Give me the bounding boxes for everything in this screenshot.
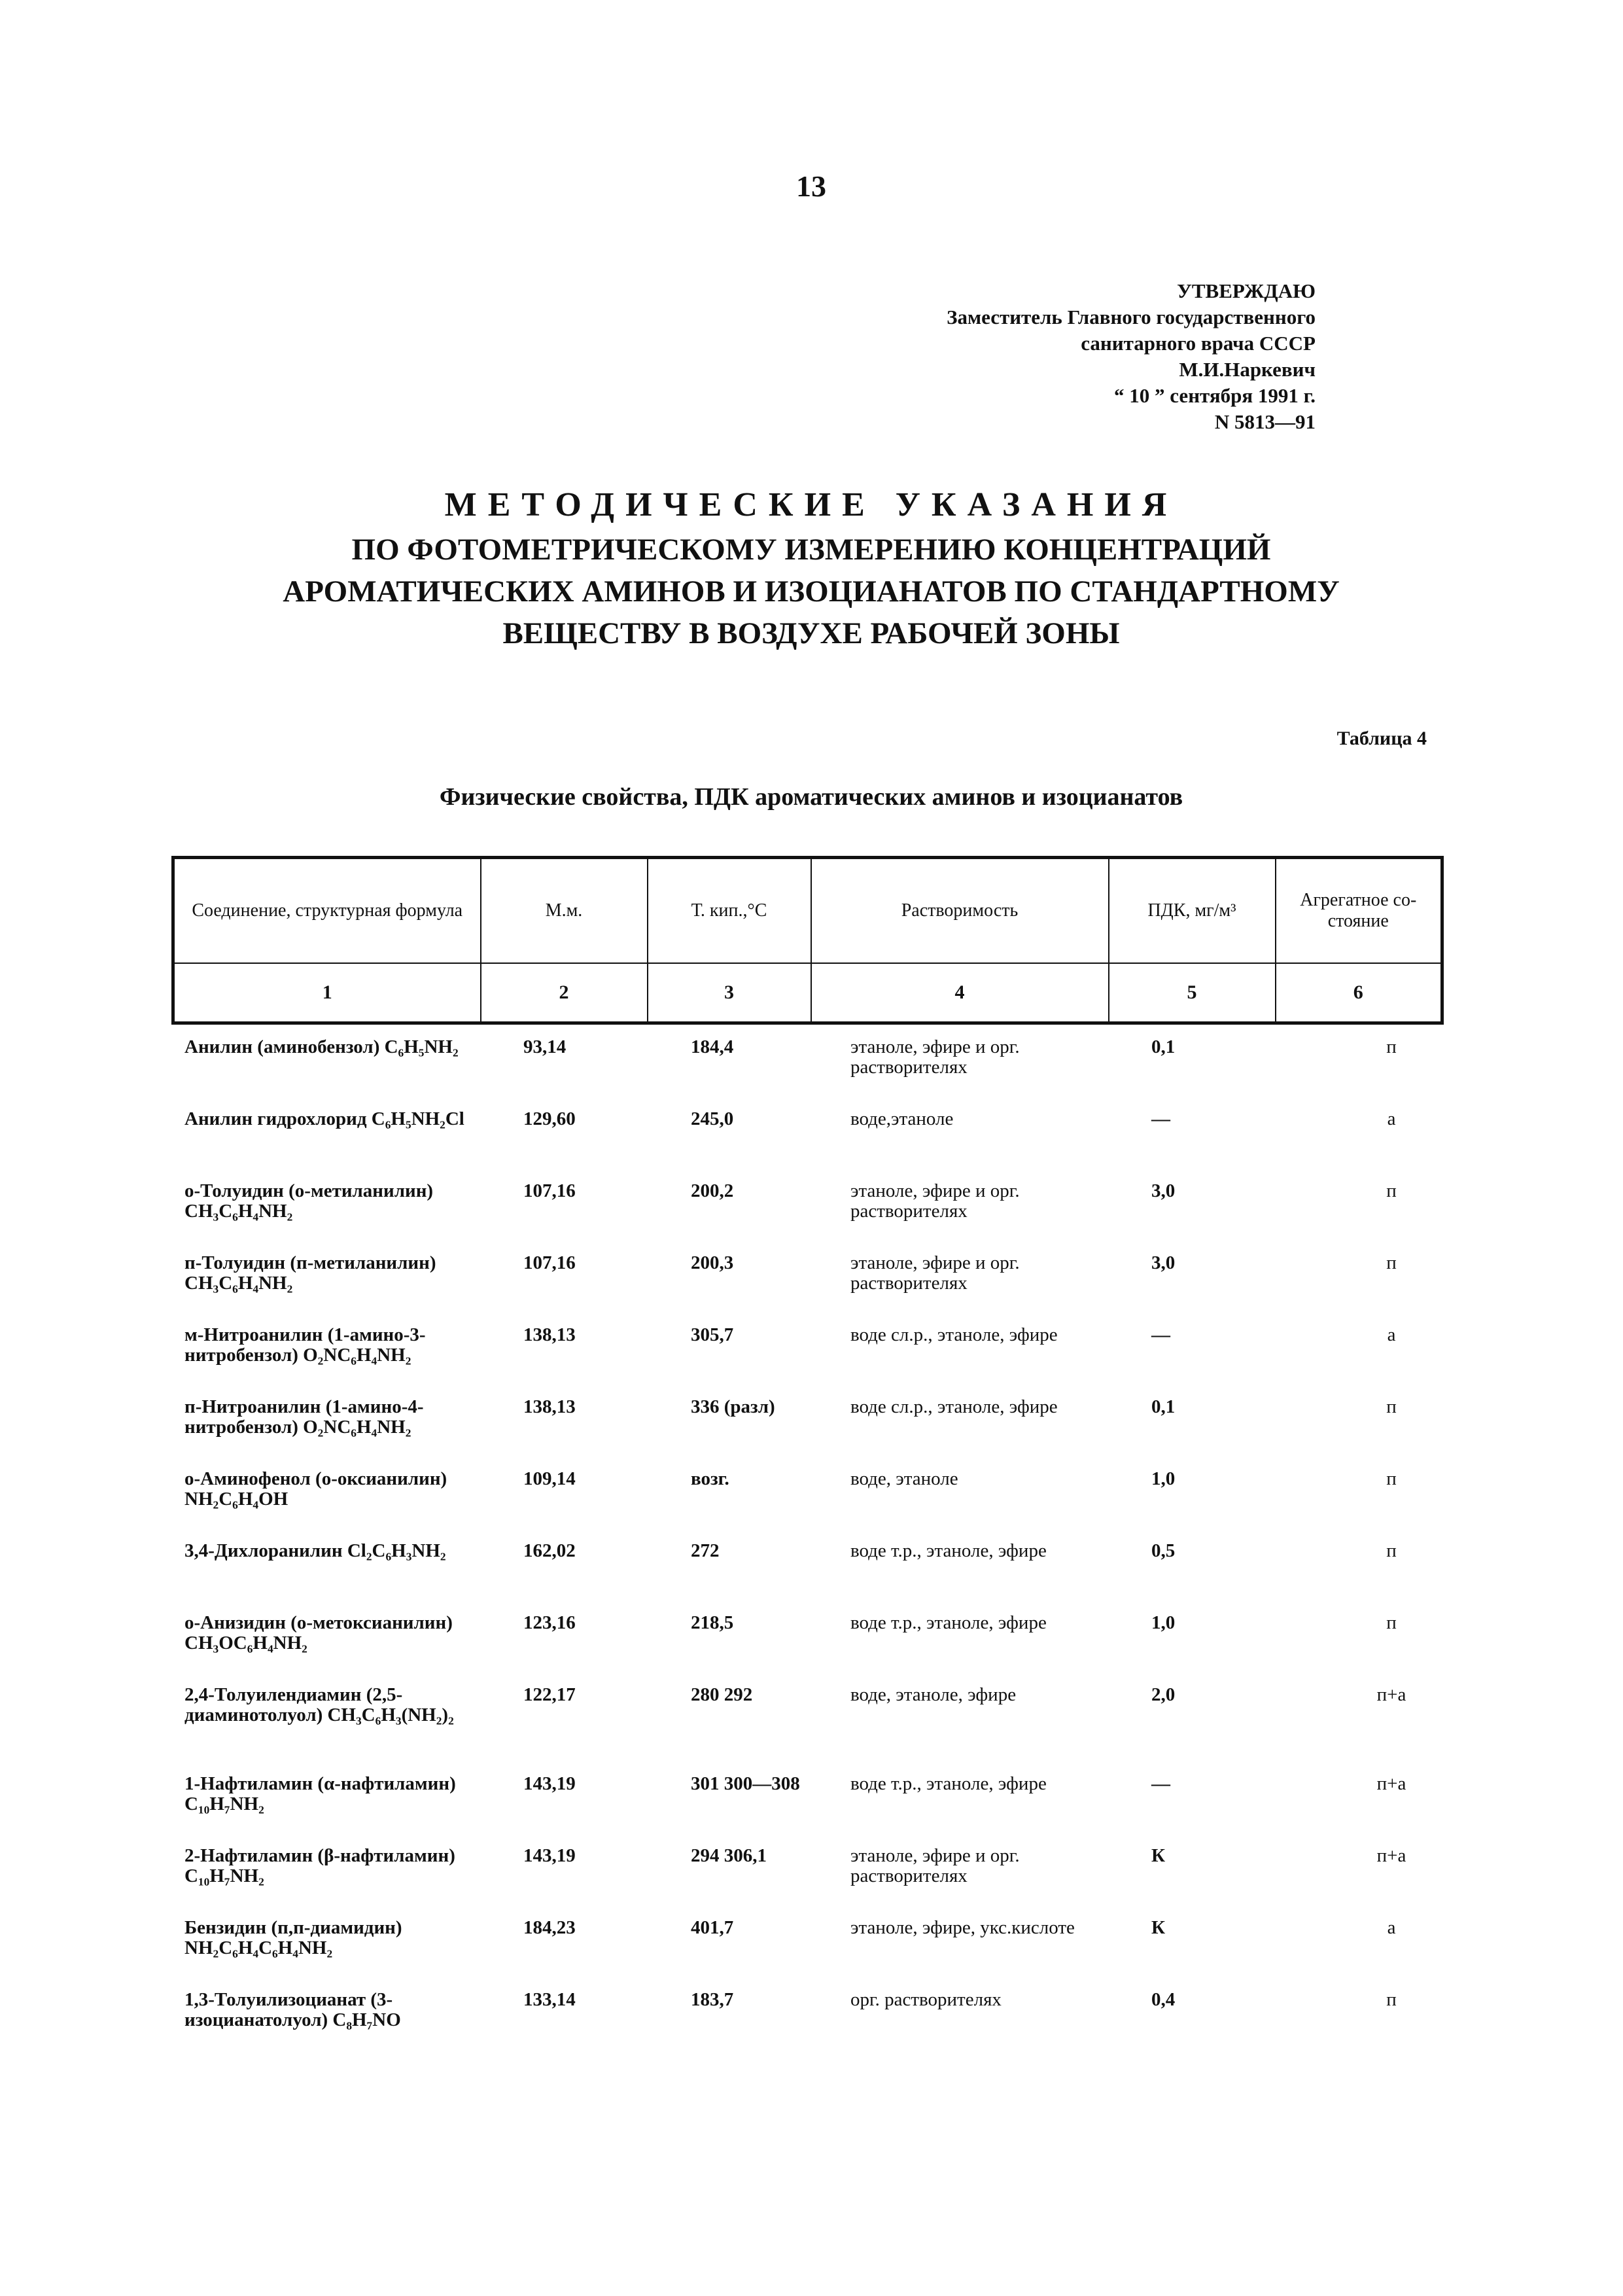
table-header	[171, 856, 1444, 1025]
solubility: воде сл.р., этаноле, эфире	[850, 1396, 1058, 1417]
solubility: орг. растворителях	[850, 1989, 1002, 2010]
compound-name: 3,4-Дихлоранилин Cl₂C₆H₃NH₂	[184, 1540, 446, 1561]
molar-mass: 107,16	[523, 1180, 576, 1201]
column-number: 3	[648, 963, 811, 1023]
solubility: воде т.р., этаноле, эфире	[850, 1540, 1047, 1561]
aggregate-state: п+а	[1376, 1845, 1406, 1866]
table-row	[0, 1469, 1623, 1541]
aggregate-state: п+а	[1376, 1684, 1406, 1705]
pdk-value: 0,1	[1151, 1036, 1176, 1057]
table-row	[0, 1774, 1623, 1846]
boiling-point: возг.	[691, 1468, 729, 1489]
pdk-value: 3,0	[1151, 1180, 1176, 1201]
aggregate-state: п	[1386, 1180, 1397, 1201]
table-row	[0, 1397, 1623, 1469]
molar-mass: 93,14	[523, 1036, 567, 1057]
aggregate-state: а	[1387, 1917, 1396, 1938]
header-cell-compound: Соединение, структурная формула	[173, 858, 481, 964]
table-row	[0, 1541, 1623, 1613]
aggregate-state: а	[1387, 1108, 1396, 1129]
solubility: воде, этаноле, эфире	[850, 1684, 1017, 1705]
molar-mass: 138,13	[523, 1396, 576, 1417]
column-number: 4	[811, 963, 1109, 1023]
title-main: МЕТОДИЧЕСКИЕ УКАЗАНИЯ	[444, 486, 1178, 523]
table-row	[0, 1918, 1623, 1990]
boiling-point: 305,7	[691, 1324, 734, 1345]
solubility: этаноле, эфире и орг. растворителях	[850, 1180, 1020, 1222]
compound-name: Анилин гидрохлорид C₆H₅NH₂Cl	[184, 1108, 464, 1129]
aggregate-state: п	[1386, 1612, 1397, 1633]
pdk-value: 0,4	[1151, 1989, 1176, 2010]
pdk-value: 1,0	[1151, 1468, 1176, 1489]
compound-name: о-Анизидин (о-метоксианилин) CH₃OC₆H₄NH₂	[184, 1612, 453, 1653]
table-number: Таблица 4	[1336, 728, 1427, 749]
aggregate-state: п+а	[1376, 1773, 1406, 1794]
pdk-value: К	[1151, 1917, 1166, 1938]
table-row	[0, 1613, 1623, 1685]
pdk-value: —	[1151, 1773, 1170, 1794]
compound-name: п-Нитроанилин (1-амино-4-нитробензол) O₂NC₆H₄NH₂	[184, 1396, 424, 1438]
boiling-point: 200,3	[691, 1252, 734, 1273]
approval-line: Заместитель Главного государственного	[947, 306, 1316, 328]
molar-mass: 123,16	[523, 1612, 576, 1633]
header-cell-solubility: Растворимость	[811, 858, 1109, 964]
compound-name: Бензидин (п,п-диамидин) NH₂C₆H₄C₆H₄NH₂	[184, 1917, 402, 1958]
boiling-point: 280 292	[691, 1684, 753, 1705]
boiling-point: 245,0	[691, 1108, 734, 1129]
solubility: этаноле, эфире и орг. растворителях	[850, 1252, 1020, 1294]
molar-mass: 109,14	[523, 1468, 576, 1489]
compound-name: п-Толуидин (п-метиланилин) CH₃C₆H₄NH₂	[184, 1252, 436, 1294]
aggregate-state: а	[1387, 1324, 1396, 1345]
pdk-value: 0,5	[1151, 1540, 1176, 1561]
solubility: этаноле, эфире и орг. растворителях	[850, 1845, 1020, 1886]
molar-mass: 129,60	[523, 1108, 576, 1129]
pdk-value: 3,0	[1151, 1252, 1176, 1273]
molar-mass: 107,16	[523, 1252, 576, 1273]
table-row	[0, 1990, 1623, 2062]
boiling-point: 272	[691, 1540, 720, 1561]
aggregate-state: п	[1386, 1396, 1397, 1417]
compound-name: 1,3-Толуилизоцианат (3-изоцианатолуол) C₈H₇NO	[184, 1989, 401, 2030]
boiling-point: 401,7	[691, 1917, 734, 1938]
approval-block	[818, 278, 1316, 435]
compound-name: о-Толуидин (о-метиланилин) CH₃C₆H₄NH₂	[184, 1180, 434, 1222]
approval-line: “ 10 ” сентября 1991 г.	[1114, 384, 1316, 407]
molar-mass: 184,23	[523, 1917, 576, 1938]
title-line: ПО ФОТОМЕТРИЧЕСКОМУ ИЗМЕРЕНИЮ КОНЦЕНТРАЦИЙ	[351, 533, 1271, 567]
compound-name: 2,4-Толуилендиамин (2,5-диаминотолуол) CH₃C₆H₃(NH₂)₂	[184, 1684, 454, 1725]
compound-name: 2-Нафтиламин (β-нафтиламин) C₁₀H₇NH₂	[184, 1845, 455, 1886]
solubility: воде, этаноле	[850, 1468, 958, 1489]
aggregate-state: п	[1386, 1468, 1397, 1489]
compound-name: 1-Нафтиламин (α-нафтиламин) C₁₀H₇NH₂	[184, 1773, 456, 1814]
approval-line: М.И.Наркевич	[1179, 358, 1316, 381]
table-row	[0, 1685, 1623, 1774]
molar-mass: 143,19	[523, 1773, 576, 1794]
table-row	[0, 1109, 1623, 1181]
boiling-point: 294 306,1	[691, 1845, 767, 1866]
header-cell-pdk: ПДК, мг/м³	[1109, 858, 1276, 964]
solubility: этаноле, эфире, укс.кислоте	[850, 1917, 1075, 1938]
document-title	[164, 483, 1459, 654]
molar-mass: 122,17	[523, 1684, 576, 1705]
boiling-point: 218,5	[691, 1612, 734, 1633]
column-number: 6	[1276, 963, 1442, 1023]
aggregate-state: п	[1386, 1252, 1397, 1273]
aggregate-state: п	[1386, 1036, 1397, 1057]
aggregate-state: п	[1386, 1540, 1397, 1561]
column-number: 1	[173, 963, 481, 1023]
table-body	[0, 1037, 1623, 2062]
table-caption: Физические свойства, ПДК ароматических аминов и изоцианатов	[439, 783, 1183, 811]
pdk-value: К	[1151, 1845, 1166, 1866]
molar-mass: 133,14	[523, 1989, 576, 2010]
solubility: этаноле, эфире и орг. растворителях	[850, 1036, 1020, 1078]
column-number: 5	[1109, 963, 1276, 1023]
compound-name: Анилин (аминобензол) C₆H₅NH₂	[184, 1036, 459, 1057]
solubility: воде сл.р., этаноле, эфире	[850, 1324, 1058, 1345]
table-row	[0, 1037, 1623, 1109]
header-cell-bp: Т. кип.,°С	[648, 858, 811, 964]
boiling-point: 183,7	[691, 1989, 734, 2010]
pdk-value: —	[1151, 1324, 1170, 1345]
molar-mass: 143,19	[523, 1845, 576, 1866]
table-row	[0, 1325, 1623, 1397]
table-row	[0, 1846, 1623, 1918]
title-line: ВЕЩЕСТВУ В ВОЗДУХЕ РАБОЧЕЙ ЗОНЫ	[502, 616, 1120, 650]
solubility: воде,этаноле	[850, 1108, 954, 1129]
molar-mass: 162,02	[523, 1540, 576, 1561]
solubility: воде т.р., этаноле, эфире	[850, 1612, 1047, 1633]
molar-mass: 138,13	[523, 1324, 576, 1345]
pdk-value: —	[1151, 1108, 1170, 1129]
compound-name: о-Аминофенол (о-оксианилин) NH₂C₆H₄OH	[184, 1468, 447, 1510]
boiling-point: 200,2	[691, 1180, 734, 1201]
approval-line: N 5813—91	[1214, 410, 1316, 433]
boiling-point: 184,4	[691, 1036, 734, 1057]
approval-line: УТВЕРЖДАЮ	[1177, 279, 1316, 302]
approval-line: санитарного врача СССР	[1081, 332, 1316, 355]
title-line: АРОМАТИЧЕСКИХ АМИНОВ И ИЗОЦИАНАТОВ ПО СТАНДАРТНОМУ	[283, 574, 1340, 609]
boiling-point: 301 300—308	[691, 1773, 800, 1794]
header-cell-state: Агрегатное со-стояние	[1276, 858, 1442, 964]
compound-name: м-Нитроанилин (1-амино-3-нитробензол) O₂NC₆H₄NH₂	[184, 1324, 426, 1366]
pdk-value: 0,1	[1151, 1396, 1176, 1417]
column-number: 2	[481, 963, 648, 1023]
page-number: 13	[796, 169, 826, 203]
solubility: воде т.р., этаноле, эфире	[850, 1773, 1047, 1794]
pdk-value: 2,0	[1151, 1684, 1176, 1705]
pdk-value: 1,0	[1151, 1612, 1176, 1633]
table-row	[0, 1253, 1623, 1325]
boiling-point: 336 (разл)	[691, 1396, 775, 1417]
table-row	[0, 1181, 1623, 1253]
header-cell-mm: М.м.	[481, 858, 648, 964]
aggregate-state: п	[1386, 1989, 1397, 2010]
